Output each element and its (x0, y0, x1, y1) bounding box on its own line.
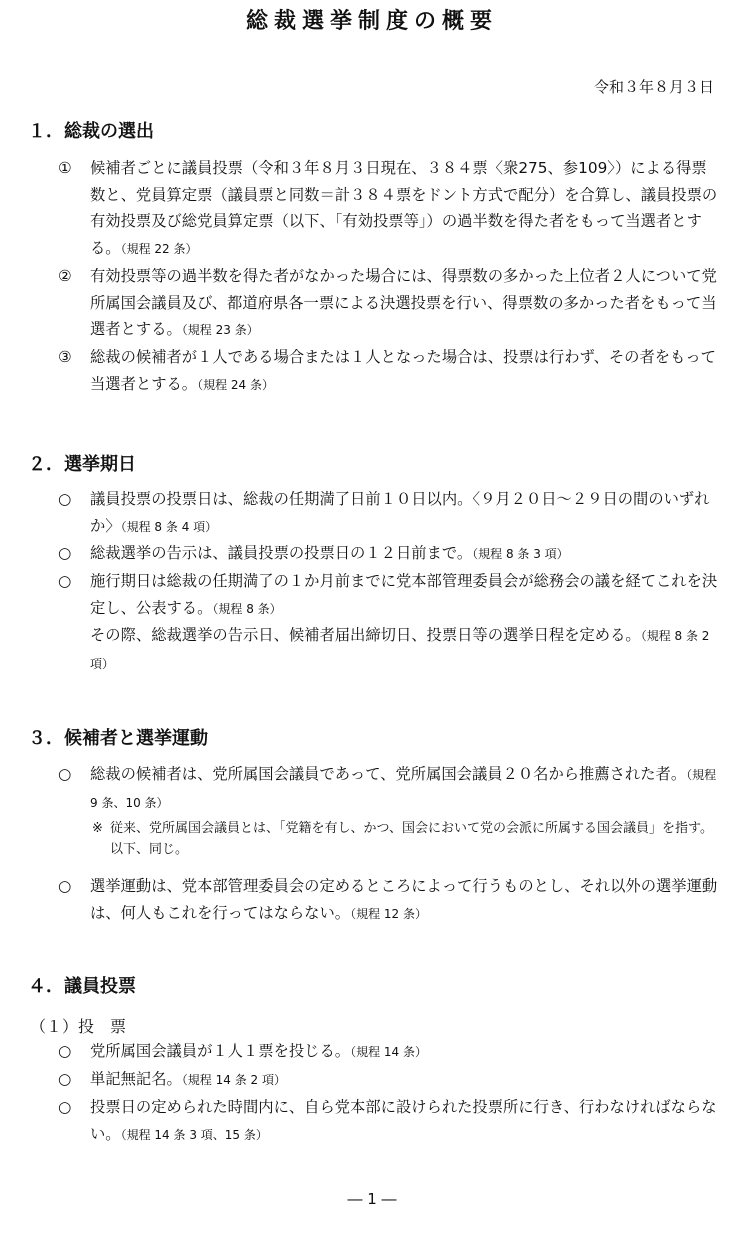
list-item (58, 344, 720, 398)
item-text: 総裁選挙の告示は、議員投票の投票日の１２日前まで。 (90, 544, 473, 562)
item-bullet: ○ (58, 1098, 72, 1116)
item-bullet: ○ (58, 490, 72, 508)
item-text: 投票日の定められた時間内に、自ら党本部に設けられた投票所に行き、行わなければならない。 (90, 1098, 717, 1143)
list-item (58, 486, 720, 540)
item-text: 施行期日は総裁の任期満了の１か月前までに党本部管理委員会が総務会の議を経てこれを決定し、公表する。 (90, 572, 718, 617)
item-bullet: ② (58, 267, 72, 285)
item-text-continued: その際、総裁選挙の告示日、候補者届出締切日、投票日等の選挙日程を定める。 (90, 626, 641, 644)
section-heading-candidates: ３．候補者と選挙運動 (28, 728, 208, 749)
list-item (58, 873, 720, 927)
item-reference: （規程 14 条） (350, 1045, 427, 1059)
section-heading-schedule: ２．選挙期日 (28, 454, 136, 475)
page-number: ― 1 ― (347, 1190, 397, 1208)
item-text: 議員投票の投票日は、総裁の任期満了日前１０日以内。〈９月２０日～２９日の間のいずれか〉 (90, 490, 710, 535)
item-reference: （規程 14 条 3 項、15 条） (120, 1127, 268, 1142)
subsection-heading-voting: （１）投 票 (30, 1017, 127, 1036)
item-bullet: ○ (58, 1042, 72, 1060)
list-item (58, 1094, 720, 1148)
item-text: 選挙運動は、党本部管理委員会の定めるところによって行うものとし、それ以外の選挙運動は、何人もこれを行ってはならない。 (90, 877, 718, 922)
list-item (58, 1038, 720, 1066)
item-text: 有効投票等の過半数を得た者がなかった場合には、得票数の多かった上位者２人について党所属国会議員及び、都道府県各一票による決選投票を行い、得票数の多かった者をもって当選者とする。 (90, 267, 717, 338)
item-text: 候補者ごとに議員投票（令和３年８月３日現在、３８４票〈衆275、参109〉）による得票数と、党員算定票（議員票と同数＝計３８４票をドント方式で配分）を合算し、議員投票の有効投票及び総党員算定票（以下、「有効投票等」）の過半数を得た者をもって当選者とする。 (90, 159, 718, 257)
note-text: 従来、党所属国会議員とは、「党籍を有し、かつ、国会において党の会派に所属する国会議員」を指す。以下、同じ。 (110, 821, 713, 857)
item-bullet: ① (58, 159, 72, 177)
list-item (58, 263, 720, 344)
document-title: 総裁選挙制度の概要 (245, 9, 498, 34)
item-reference: （規程 9 条、10 条） (90, 768, 717, 810)
item-reference: （規程 22 条） (120, 241, 198, 256)
item-reference: （規程 8 条） (212, 601, 282, 616)
item-reference: （規程 23 条） (181, 323, 259, 337)
item-reference: （規程 14 条 2 項） (181, 1073, 286, 1087)
list-item (58, 568, 720, 677)
item-reference: （規程 8 条 4 項） (120, 519, 218, 534)
item-bullet: ③ (58, 348, 72, 366)
item-bullet: ○ (58, 877, 72, 895)
item-text: 単記無記名。 (90, 1070, 182, 1088)
list-item (58, 1066, 720, 1094)
item-bullet: ○ (58, 572, 72, 590)
item-reference: （規程 8 条 3 項） (472, 547, 569, 561)
item-reference: （規程 24 条） (197, 377, 274, 392)
item-bullet: ○ (58, 1070, 72, 1088)
list-item (58, 761, 720, 816)
note-mark: ※ (92, 821, 103, 836)
list-item (58, 540, 720, 568)
section-heading-election: １．総裁の選出 (28, 121, 154, 142)
item-reference: （規程 12 条） (350, 906, 427, 921)
item-bullet: ○ (58, 765, 72, 783)
list-item (58, 155, 720, 262)
document-date: 令和３年８月３日 (593, 78, 714, 96)
item-reference: （規程 8 条 2 項） (90, 629, 710, 671)
item-text: 党所属国会議員が１人１票を投じる。 (90, 1042, 351, 1060)
footnote (92, 818, 720, 860)
item-text: 総裁の候補者が１人である場合または１人となった場合は、投票は行わず、その者をもって当選者とする。 (90, 348, 716, 393)
item-text: 総裁の候補者は、党所属国会議員であって、党所属国会議員２０名から推薦された者。 (90, 765, 687, 783)
item-bullet: ○ (58, 544, 72, 562)
section-heading-member-vote: ４．議員投票 (28, 976, 136, 997)
